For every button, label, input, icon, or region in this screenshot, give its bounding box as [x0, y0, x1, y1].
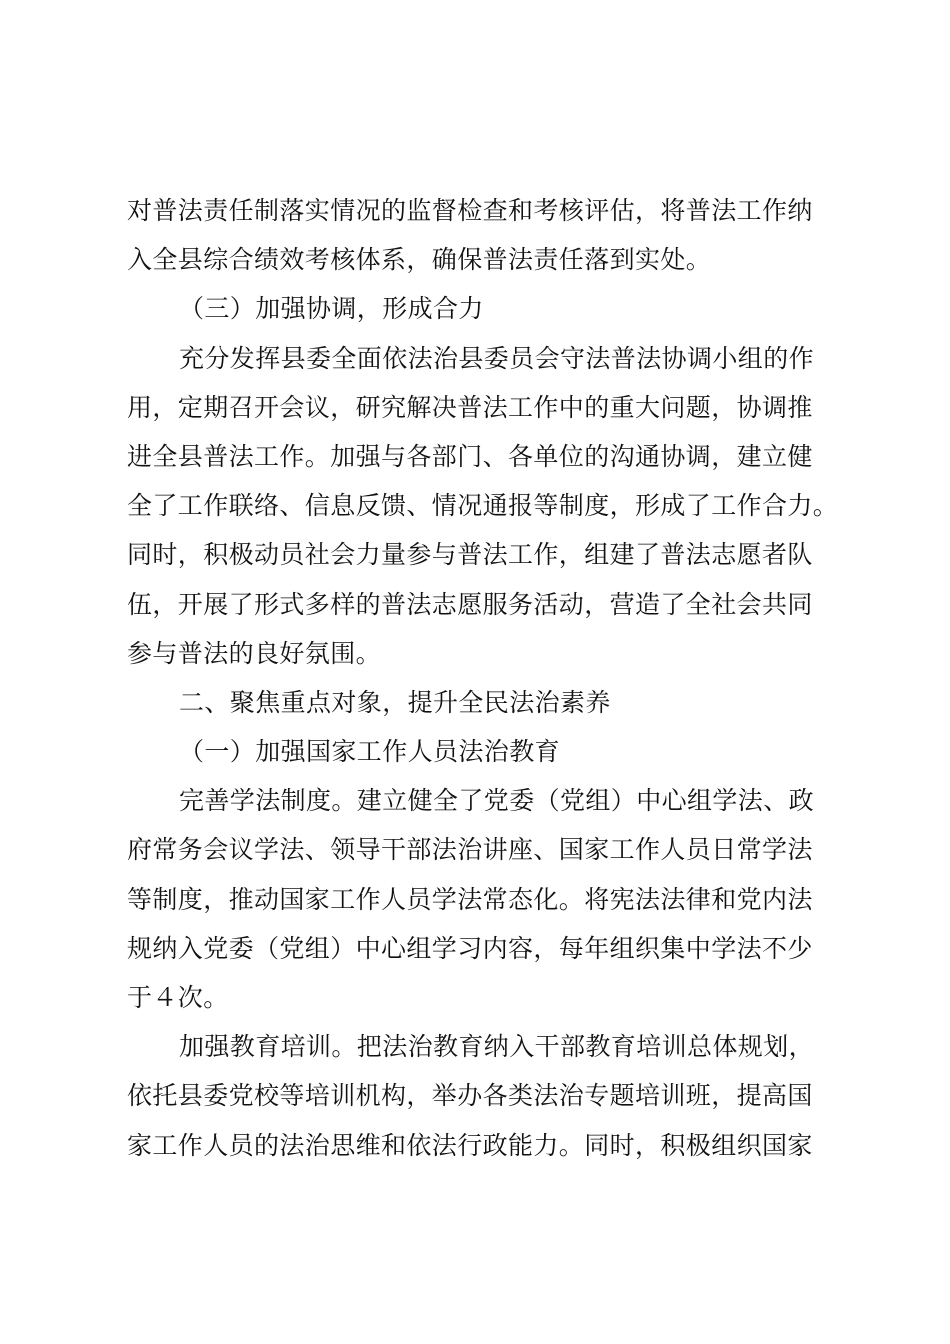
text-line: 府常务会议学法、领导干部法治讲座、国家工作人员日常学法 — [127, 835, 813, 865]
text-line: 用，定期召开会议，研究解决普法工作中的重大问题，协调推 — [127, 392, 813, 422]
text-line: 等制度，推动国家工作人员学法常态化。将宪法法律和党内法 — [127, 884, 813, 914]
text-line: 对普法责任制落实情况的监督检查和考核评估，将普法工作纳 — [127, 196, 813, 225]
text-line: 依托县委党校等培训机构，举办各类法治专题培训班，提高国 — [127, 1081, 813, 1111]
text-line: 入全县综合绩效考核体系，确保普法责任落到实处。 — [127, 245, 712, 275]
text-line: 伍，开展了形式多样的普法志愿服务活动，营造了全社会共同 — [127, 589, 813, 619]
text-line: 二、聚焦重点对象，提升全民法治素养 — [179, 687, 611, 717]
text-line: 全了工作联络、信息反馈、情况通报等制度，形成了工作合力。 — [127, 491, 839, 521]
text-line: 完善学法制度。建立健全了党委（党组）中心组学法、政 — [179, 786, 815, 816]
text-line: 同时，积极动员社会力量参与普法工作，组建了普法志愿者队 — [127, 540, 813, 570]
text-line: 于４次。 — [127, 983, 229, 1012]
text-line: 加强教育培训。把法治教育纳入干部教育培训总体规划， — [179, 1032, 815, 1062]
text-line: 家工作人员的法治思维和依法行政能力。同时，积极组织国家 — [127, 1130, 813, 1160]
document-body — [127, 186, 847, 1170]
text-line: 进全县普法工作。加强与各部门、各单位的沟通协调，建立健 — [127, 441, 813, 471]
text-line: 规纳入党委（党组）中心组学习内容，每年组织集中学法不少 — [127, 933, 813, 963]
text-line: 充分发挥县委全面依法治县委员会守法普法协调小组的作 — [179, 343, 815, 373]
text-line: （一）加强国家工作人员法治教育 — [179, 737, 561, 767]
text-line: 参与普法的良好氛围。 — [127, 638, 382, 668]
text-line: （三）加强协调，形成合力 — [179, 294, 484, 324]
